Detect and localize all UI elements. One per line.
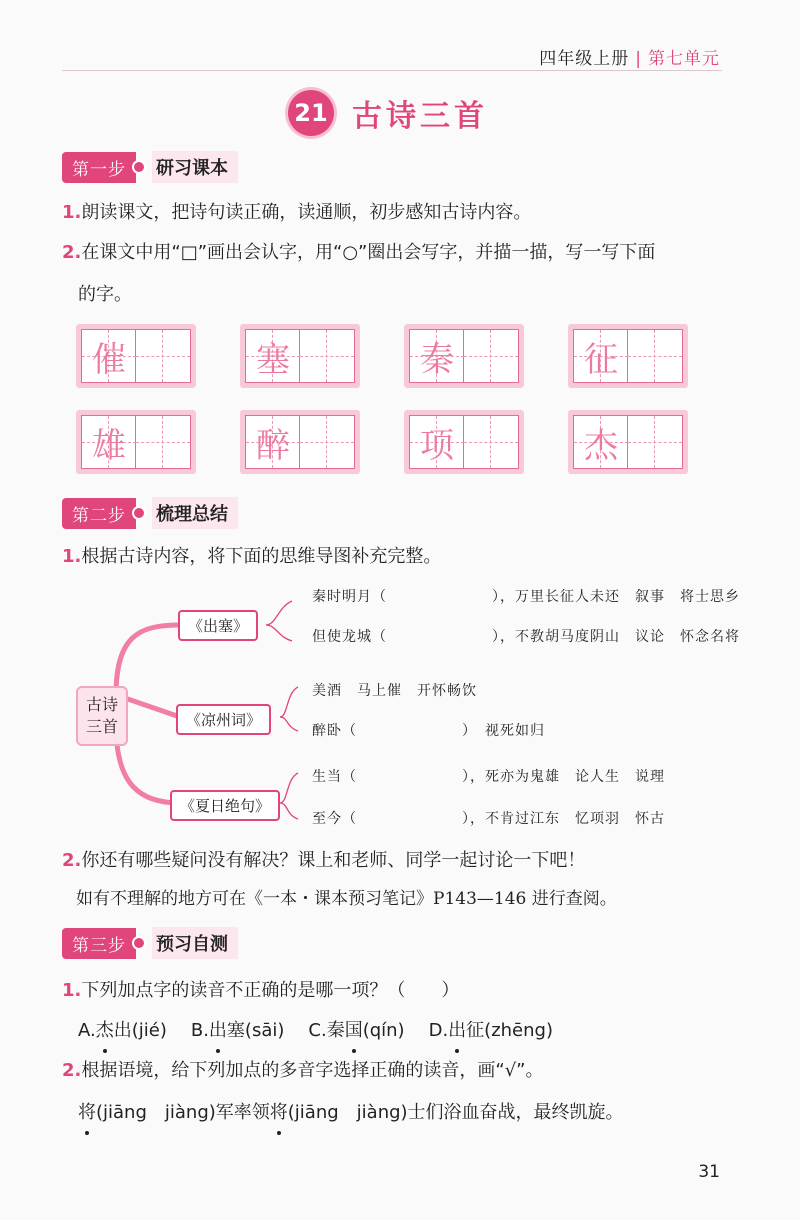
grid-cell-practice[interactable]: [300, 416, 354, 468]
question-text: 根据语境，给下列加点的多音字选择正确的读音，画“√”。: [81, 1060, 544, 1081]
option-pinyin: (sāi): [244, 1020, 285, 1041]
grid-frame: [245, 415, 355, 469]
grid-cell-model: [574, 330, 628, 382]
step2-note: 如有不理解的地方可在《一本・课本预习笔记》P143—146 进行查阅。: [76, 889, 617, 909]
header-rule: [62, 70, 722, 71]
model-character: 催: [92, 339, 126, 380]
question-text: 根据古诗内容，将下面的思维导图补充完整。: [81, 546, 442, 567]
step1-dot-icon: [132, 160, 146, 174]
step3-options: [78, 1016, 553, 1046]
step1-name: 研习课本: [152, 151, 238, 183]
lesson-number-badge: 21: [288, 90, 334, 136]
question-number: 2.: [62, 1060, 82, 1081]
model-character: 项: [420, 425, 454, 466]
step1-question-2-cont: [78, 280, 132, 310]
option-b[interactable]: [191, 1020, 285, 1041]
dotted-char: 将: [270, 1098, 288, 1128]
grid-cell-practice[interactable]: [300, 330, 354, 382]
mindmap-root-line1: 古诗: [86, 695, 119, 714]
writing-grid: [404, 410, 524, 474]
step2-tag: 第二步: [62, 498, 136, 529]
grid-cell-model: [410, 330, 464, 382]
grade-label: 四年级上册: [539, 49, 630, 69]
step3-question-2: [62, 1056, 544, 1086]
model-character: 醉: [256, 425, 290, 466]
option-label: B.: [190, 1020, 209, 1041]
writing-grid: [76, 410, 196, 474]
model-character: 杰: [584, 425, 618, 466]
mindmap-node-liangzhouci: 《凉州词》: [176, 704, 271, 735]
question-text: 朗读课文，把诗句读正确，读通顺，初步感知古诗内容。: [81, 202, 532, 223]
mindmap-node-chusai: 《出塞》: [178, 610, 258, 641]
mindmap-root-line2: 三首: [86, 717, 119, 736]
page-header: [539, 44, 720, 69]
option-label: D.: [428, 1020, 449, 1041]
grid-cell-model: [82, 330, 136, 382]
mindmap-line-2-2: 至今（ ），不肯过江东 忆项羽 怀古: [312, 811, 665, 827]
step2-name: 梳理总结: [152, 497, 238, 529]
grid-cell-practice[interactable]: [464, 416, 518, 468]
grid-cell-model: [246, 330, 300, 382]
option-char-a: 杰: [96, 1016, 114, 1046]
writing-grid: [404, 324, 524, 388]
model-character: 塞: [256, 339, 290, 380]
question-number: 1.: [62, 546, 82, 567]
step3-question-1: [62, 976, 459, 1006]
writing-grid: [568, 410, 688, 474]
model-character: 秦: [420, 339, 454, 380]
option-pinyin: (jié): [131, 1020, 167, 1041]
grid-cell-practice[interactable]: [628, 330, 682, 382]
page-number: 31: [698, 1162, 720, 1182]
step3-dot-icon: [132, 936, 146, 950]
question-text-cont: 的字。: [78, 284, 132, 305]
grid-cell-model: [82, 416, 136, 468]
grid-frame: [573, 329, 683, 383]
option-char-b: 国: [345, 1016, 363, 1046]
header-separator: |: [635, 49, 642, 69]
option-pinyin: (zhēng): [484, 1020, 553, 1041]
option-label: C.: [308, 1020, 327, 1041]
unit-label: 第七单元: [648, 49, 720, 69]
step1-question-1: [62, 198, 531, 228]
step3-tag: 第三步: [62, 928, 136, 959]
option-char-b: 出: [113, 1020, 132, 1041]
grid-frame: [81, 415, 191, 469]
grid-frame: [245, 329, 355, 383]
grid-frame: [409, 415, 519, 469]
mindmap-node-xiarijueju: 《夏日绝句》: [170, 790, 280, 821]
writing-grid: [240, 410, 360, 474]
model-character: 雄: [92, 425, 126, 466]
lesson-title: 古诗三首: [352, 99, 488, 134]
mindmap-line-1-2: 醉卧（ ） 视死如归: [312, 723, 545, 739]
writing-grid: [76, 324, 196, 388]
option-char-a: 出: [209, 1016, 227, 1046]
step2-dot-icon: [132, 506, 146, 520]
option-c[interactable]: [308, 1020, 404, 1041]
option-char-b: 塞: [226, 1020, 245, 1041]
grid-cell-model: [246, 416, 300, 468]
option-char-a: 秦: [326, 1020, 345, 1041]
option-d[interactable]: [429, 1020, 553, 1041]
step2-question-2: [62, 846, 585, 876]
question-number: 1.: [62, 980, 82, 1001]
mindmap-root: [76, 686, 128, 746]
grid-frame: [81, 329, 191, 383]
step2-question-1: [62, 542, 441, 572]
option-char-a: 出: [448, 1016, 466, 1046]
question-number: 2.: [62, 242, 82, 263]
option-a[interactable]: [78, 1020, 167, 1041]
lesson-heading: [288, 90, 488, 136]
model-character: 征: [584, 339, 618, 380]
step1-question-2: [62, 238, 742, 268]
grid-cell-practice[interactable]: [136, 330, 190, 382]
question-text: 你还有哪些疑问没有解决？课上和老师、同学一起讨论一下吧！: [81, 850, 586, 871]
grid-cell-model: [574, 416, 628, 468]
grid-cell-practice[interactable]: [136, 416, 190, 468]
step3-question-2-sentence: [78, 1098, 624, 1128]
question-text: 下列加点字的读音不正确的是哪一项？（ ）: [81, 980, 460, 1001]
step3-banner: [62, 928, 238, 958]
writing-grid: [568, 324, 688, 388]
dotted-char: 将: [78, 1098, 96, 1128]
question-text: 在课文中用“□”画出会认字，用“○”圈出会写字，并描一描，写一写下面: [81, 242, 656, 263]
mindmap-line-2-1: 生当（ ），死亦为鬼雄 论人生 说理: [312, 769, 665, 785]
option-char-b: 征: [466, 1020, 485, 1041]
grid-cell-practice[interactable]: [628, 416, 682, 468]
mindmap-line-0-2: 但使龙城（ ），不教胡马度阴山 议论 怀念名将: [312, 629, 740, 645]
step1-tag: 第一步: [62, 152, 136, 183]
pinyin-choice-2: (jiāng jiàng)士们浴血奋战，最终凯旋。: [287, 1102, 624, 1123]
grid-frame: [573, 415, 683, 469]
option-label: A.: [78, 1020, 96, 1041]
question-number: 2.: [62, 850, 82, 871]
writing-grid: [240, 324, 360, 388]
grid-frame: [409, 329, 519, 383]
question-number: 1.: [62, 202, 82, 223]
grid-cell-model: [410, 416, 464, 468]
mindmap-line-1-1: 美酒 马上催 开怀畅饮: [312, 683, 477, 699]
grid-cell-practice[interactable]: [464, 330, 518, 382]
pinyin-choice-1: (jiāng jiàng)军率领: [96, 1102, 270, 1123]
step3-name: 预习自测: [152, 927, 238, 959]
option-pinyin: (qín): [362, 1020, 405, 1041]
mindmap-line-0-1: 秦时明月（ ），万里长征人未还 叙事 将士思乡: [312, 589, 740, 605]
step2-banner: [62, 498, 238, 528]
step1-banner: [62, 152, 238, 182]
